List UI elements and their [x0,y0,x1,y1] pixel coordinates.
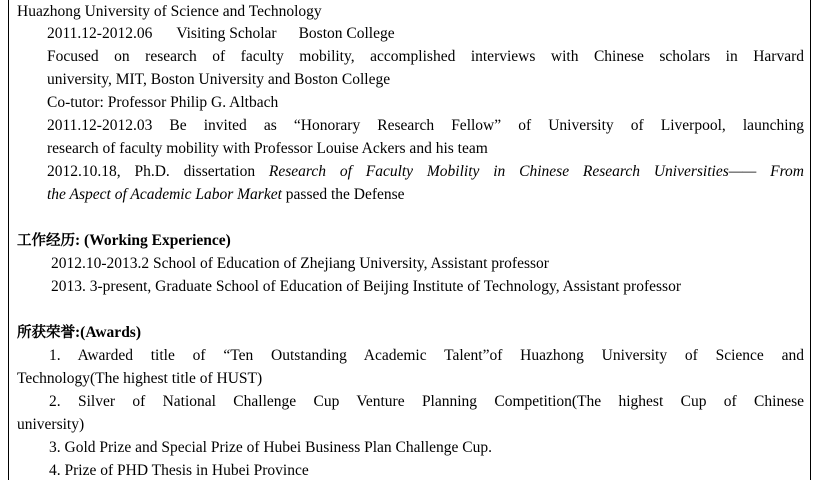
research-text-line1: Focused on research of faculty mobility, accomplished interviews with Chinese scholars in Harvard [47,48,804,65]
work-item: 2012.10-2013.2 School of Education of Zhejiang University, Assistant professor [51,255,549,272]
institution-name: Huazhong University of Science and Technology [17,3,322,20]
visit-role: Visiting Scholar [176,25,277,42]
awards-heading [17,321,141,345]
award-item-2-line1: 2. Silver of National Challenge Cup Venture Planning Competition(The highest Cup of Chinese [49,393,804,410]
resume-page [8,0,811,480]
awards-heading-cn: 所获荣誉 [17,325,75,341]
liverpool-line2: research of faculty mobility with Professor Louise Ackers and his team [47,140,488,157]
award-item-1-line1: 1. Awarded title of “Ten Outstanding Academic Talent”of Huazhong University of Science and [49,347,804,364]
work-item: 2013. 3-present, Graduate School of Education of Beijing Institute of Technology, Assistant professor [51,278,681,295]
work-heading-en: : (Working Experience) [75,232,231,249]
award-item-1-line2: Technology(The highest title of HUST) [17,370,263,387]
visiting-scholar-line [47,22,395,45]
awards-heading-en: :(Awards) [75,324,142,341]
visit-period: 2011.12-2012.06 [47,25,153,42]
phd-title-part1: Research of Faculty Mobility in Chinese Research Universities—— From [268,163,804,180]
phd-prefix: 2012.10.18, Ph.D. dissertation [47,163,269,180]
visit-place: Boston College [298,25,395,42]
award-item-2-line2: university) [17,416,85,433]
research-text-line2: university, MIT, Boston University and Boston College [47,71,391,88]
award-item-4: 4. Prize of PHD Thesis in Hubei Province [49,462,309,479]
phd-suffix: passed the Defense [281,186,405,203]
liverpool-line1: 2011.12-2012.03 Be invited as “Honorary Research Fellow” of University of Liverpool, launching [47,117,804,134]
cotutor-line: Co-tutor: Professor Philip G. Altbach [47,94,279,111]
work-experience-heading [17,229,231,253]
work-heading-cn: 工作经历 [17,233,75,249]
phd-title-part2: the Aspect of Academic Labor Market [47,186,282,203]
phd-dissertation-line1 [47,160,804,183]
award-item-3: 3. Gold Prize and Special Prize of Hubei Business Plan Challenge Cup. [49,439,492,456]
phd-dissertation-line2 [47,183,405,206]
